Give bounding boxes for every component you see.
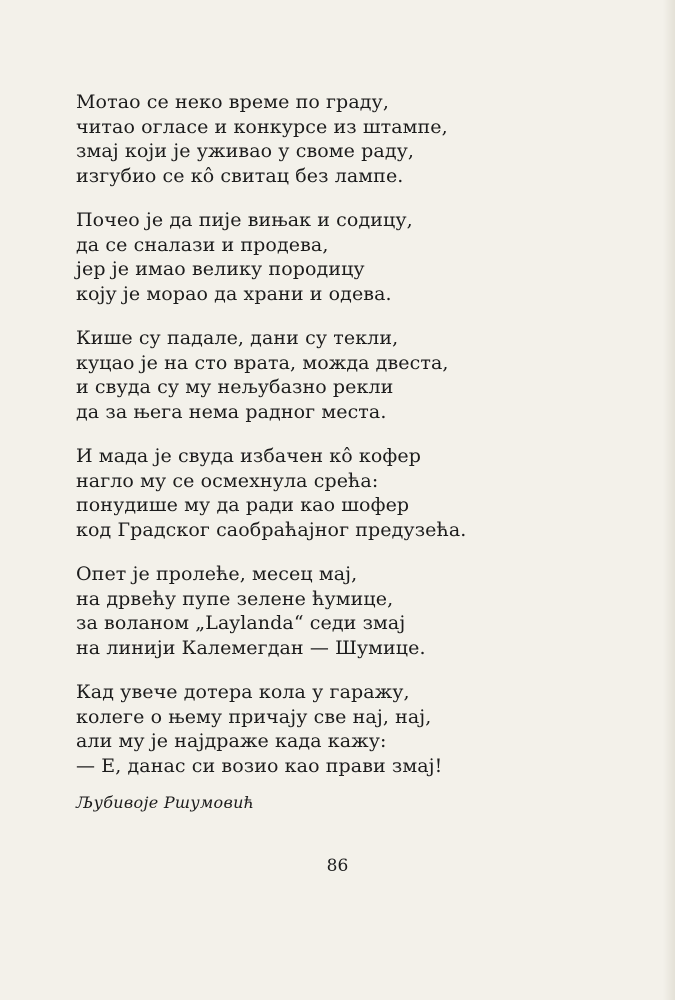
poem-line: на линији Калемегдан — Шумице. bbox=[76, 636, 426, 659]
poem-line: колеге о њему причају све нај, нај, bbox=[76, 705, 432, 728]
page-number: 86 bbox=[326, 856, 349, 876]
poem-line: куцао је на сто врата, можда двеста, bbox=[76, 351, 449, 374]
poem-line: змај који је уживао у своме раду, bbox=[76, 140, 415, 162]
poem-line: за воланом „Laylanda“ седи змај bbox=[76, 612, 406, 634]
poem-line: И мада је свуда избачен кô кофер bbox=[76, 445, 421, 467]
author-signature: Љубивоје Ршумовић bbox=[76, 793, 255, 812]
stanza-4 bbox=[76, 444, 616, 542]
poem-line: нагло му се осмехнула срећа: bbox=[76, 469, 379, 492]
poem-line: али му је најдраже када кажу: bbox=[76, 730, 387, 752]
stanza-6 bbox=[76, 680, 616, 778]
stanza-1 bbox=[76, 90, 616, 188]
poem-line: код Градског саобраћајног предузећа. bbox=[76, 518, 467, 541]
poem-line: јер је имао велику породицу bbox=[76, 258, 365, 280]
poem-line: да за њега нема радног места. bbox=[76, 400, 387, 423]
poem-line: и свуда су му нељубазно рекли bbox=[76, 376, 394, 398]
poem-line: Кише су падале, дани су текли, bbox=[76, 327, 399, 349]
poem-line: Почео је да пије вињак и содицу, bbox=[76, 209, 413, 231]
poem-line: читао огласе и конкурсе из штампе, bbox=[76, 115, 448, 138]
poem-line: Кад увече дотера кола у гаражу, bbox=[76, 681, 410, 703]
stanza-5 bbox=[76, 562, 616, 660]
poem bbox=[76, 90, 616, 798]
stanza-2 bbox=[76, 208, 616, 306]
poem-line: да се сналази и продева, bbox=[76, 233, 329, 256]
stanza-3 bbox=[76, 326, 616, 424]
poem-line: коју је морао да храни и одева. bbox=[76, 282, 392, 305]
poem-line: Опет је пролеће, месец мај, bbox=[76, 563, 358, 585]
poem-line: Мотао се неко време по граду, bbox=[76, 91, 389, 113]
page-edge bbox=[663, 0, 675, 1000]
poem-line: на дрвећу пупе зелене ћумице, bbox=[76, 587, 394, 610]
poem-line: изгубио се кô свитац без лампе. bbox=[76, 164, 404, 187]
poem-line: понудише му да ради као шофер bbox=[76, 494, 410, 516]
poem-line: — Е, данас си возио као прави змај! bbox=[76, 754, 443, 777]
